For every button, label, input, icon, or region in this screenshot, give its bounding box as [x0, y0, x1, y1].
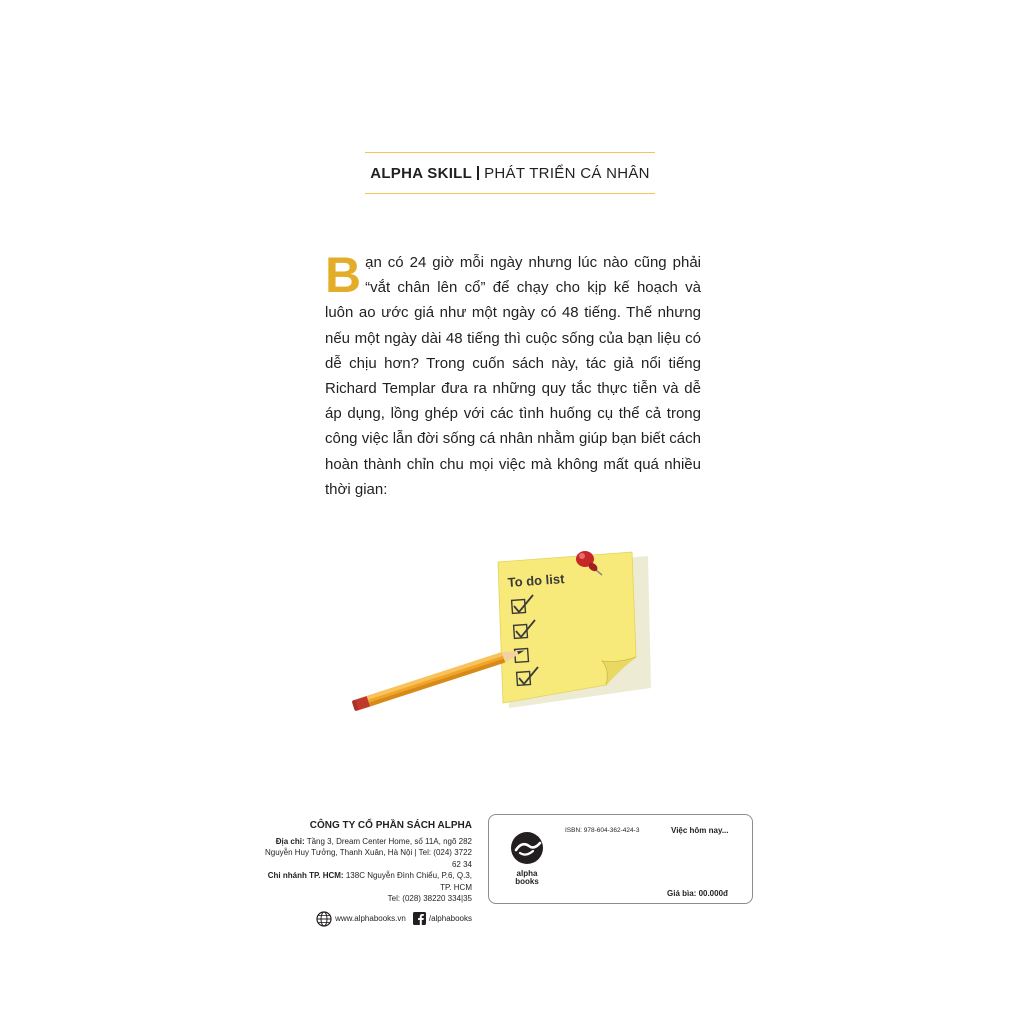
isbn-number: ISBN: 978-604-362-424-3 — [565, 827, 640, 834]
branch-label: Chi nhánh TP. HCM: — [267, 871, 344, 880]
todo-list-illustration — [340, 545, 660, 715]
address-line-1: Tầng 3, Dream Center Home, số 11A, ngõ 282 — [306, 836, 472, 846]
globe-icon — [316, 911, 332, 927]
alpha-books-logo — [507, 831, 547, 886]
branch-line-2: Tel: (028) 38220 334|35 — [387, 894, 472, 903]
blurb-text: ạn có 24 giờ mỗi ngày nhưng lúc nào cũng phải “vắt chân lên cổ” để chạy cho kịp kế hoạch và luôn ao ước giá như một ngày có 48 tiếng. Thế nhưng nếu một ngày dài 48 tiếng thì cuộc sống của bạn liệu có dễ chịu hơn? Trong cuốn sách này, tác giả nổi tiếng Richard Templar đưa ra những quy tắc thực tiễn và dễ áp dụng, lồng ghép với các tình huống cụ thể cả trong công việc lẫn đời sống cá nhân nhằm giúp bạn biết cách hoàn thành chỉn chu mọi việc mà không mất quá nhiều thời gian: — [325, 254, 701, 498]
publisher-address — [262, 836, 472, 848]
book-title: Việc hôm nay... — [671, 826, 729, 835]
facebook-link[interactable]: /alphabooks — [428, 913, 472, 923]
series-header — [365, 152, 655, 194]
alpha-logo-icon — [510, 831, 544, 865]
pencil — [352, 645, 527, 711]
book-blurb — [325, 247, 701, 502]
website-link[interactable]: www.alphabooks.vn — [335, 913, 406, 923]
series-separator — [477, 166, 479, 180]
branch-line-1: 138C Nguyễn Đình Chiểu, P.6, Q.3, TP. HCM — [345, 871, 472, 892]
cover-price: Giá bìa: 00.000đ — [667, 889, 728, 898]
publisher-name: CÔNG TY CỔ PHẦN SÁCH ALPHA — [309, 820, 472, 831]
barcode-panel — [488, 814, 753, 904]
logo-line-2: books — [515, 877, 539, 886]
series-brand: ALPHA SKILL — [370, 164, 473, 182]
publisher-info — [262, 820, 472, 927]
address-line-2: Nguyễn Huy Tưởng, Thanh Xuân, Hà Nội | Tel: (024) 3722 62 34 — [264, 848, 472, 869]
drop-cap: B — [325, 247, 362, 303]
logo-line-1: alpha — [516, 869, 538, 878]
facebook-icon — [413, 912, 426, 925]
contact-links — [262, 911, 472, 927]
address-label: Địa chỉ: — [275, 836, 305, 846]
note-title: To do list — [507, 571, 565, 590]
series-category: PHÁT TRIỂN CÁ NHÂN — [484, 164, 650, 182]
branch-info — [262, 870, 472, 893]
